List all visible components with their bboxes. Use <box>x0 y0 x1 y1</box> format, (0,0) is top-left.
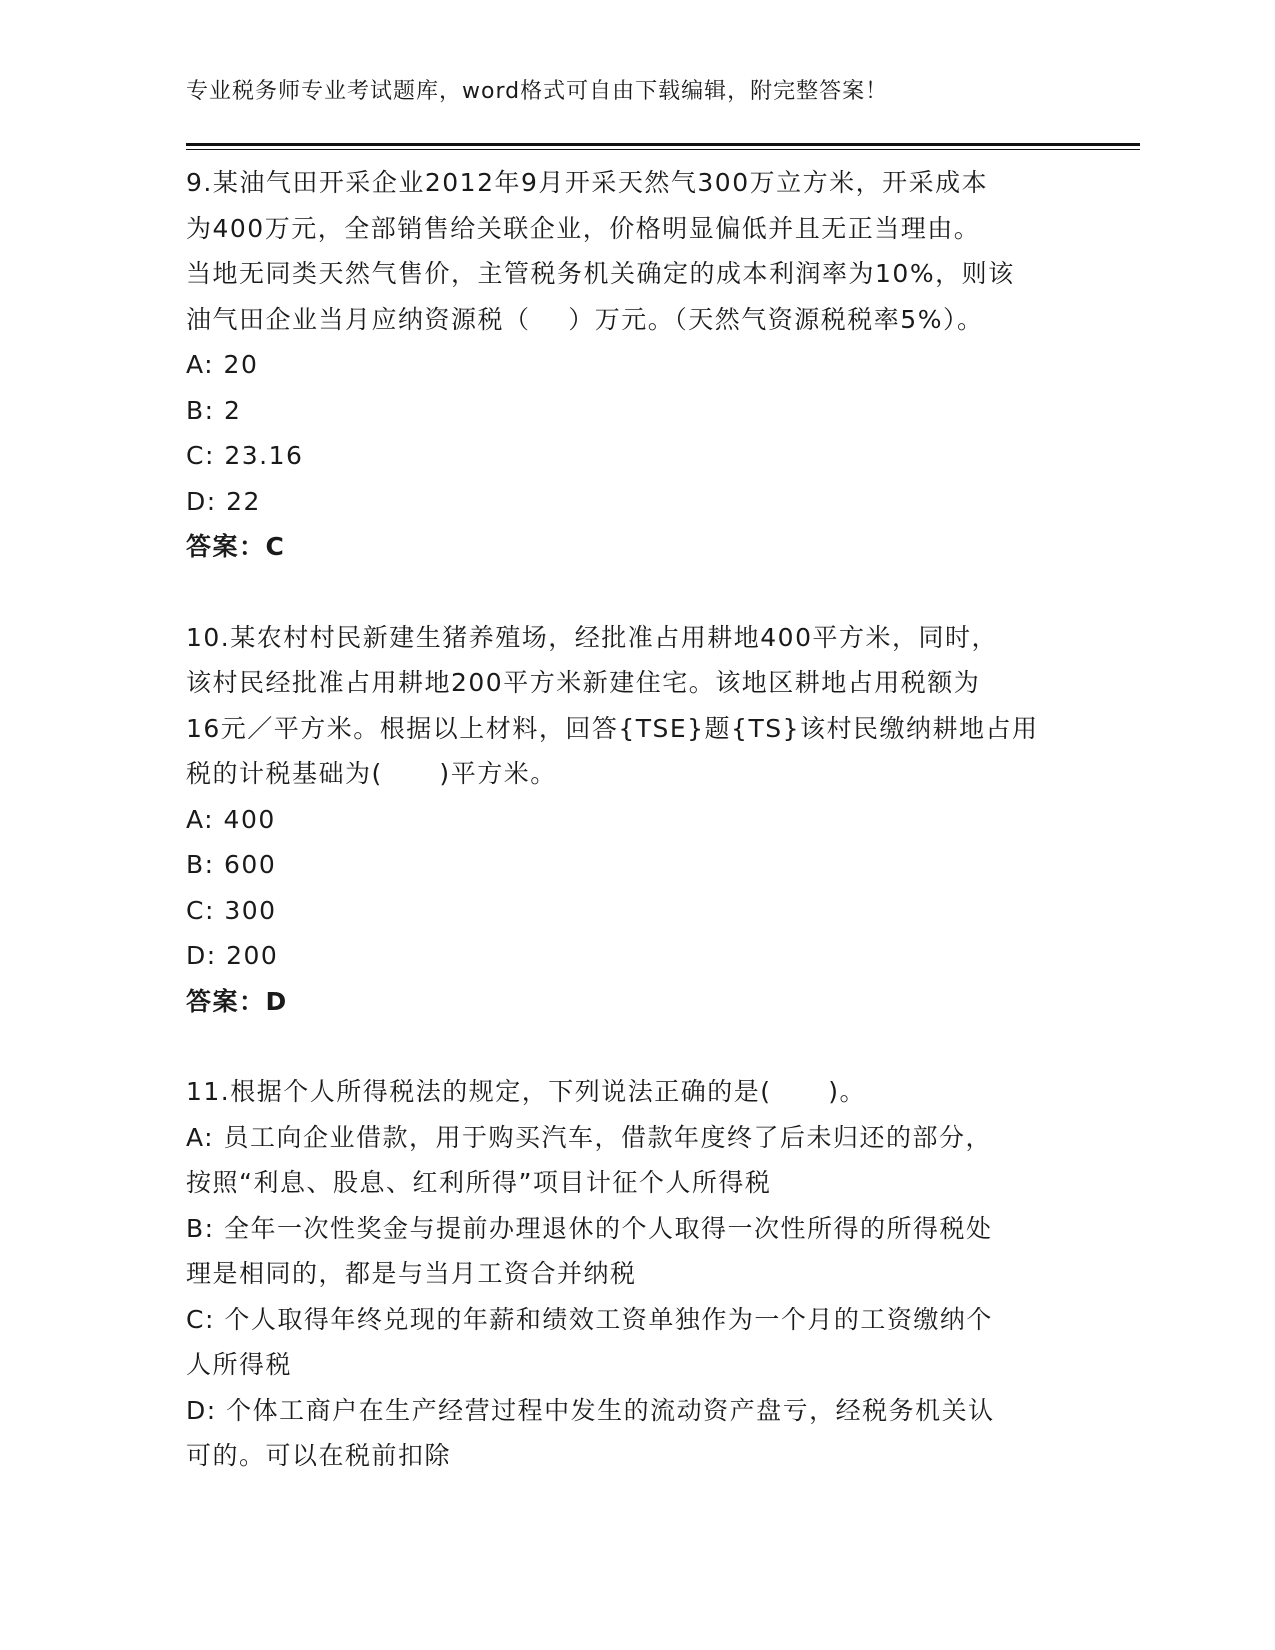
option-d: D: 200 <box>186 941 279 970</box>
spacer <box>186 1024 1086 1069</box>
page-header: 专业税务师专业考试题库，word格式可自由下载编辑，附完整答案！ <box>186 79 889 104</box>
option-a-line: 按照“利息、股息、红利所得”项目计征个人所得税 <box>186 1168 772 1197</box>
option-b-line: 理是相同的，都是与当月工资合并纳税 <box>186 1259 637 1288</box>
question-stem-line: 当地无同类天然气售价，主管税务机关确定的成本利润率为10%，则该 <box>186 259 1015 288</box>
spacer <box>186 570 1086 615</box>
option-b: B: 600 <box>186 850 277 879</box>
option-d-line: 可的。可以在税前扣除 <box>186 1441 452 1470</box>
question-list <box>186 160 1086 1479</box>
question-stem-line: 10.某农村村民新建生猪养殖场，经批准占用耕地400平方米，同时， <box>186 622 998 652</box>
option-a: A: 20 <box>186 350 259 379</box>
question-stem-line: 为400万元，全部销售给关联企业，价格明显偏低并且无正当理由。 <box>186 213 981 243</box>
option-d-line: D: 个体工商户在生产经营过程中发生的流动资产盘亏，经税务机关认 <box>186 1395 995 1425</box>
option-b-line: B: 全年一次性奖金与提前办理退休的个人取得一次性所得的所得税处 <box>186 1213 993 1243</box>
answer-line: 答案：C <box>186 532 286 561</box>
option-c: C: 23.16 <box>186 441 304 470</box>
question-stem-line: 9.某油气田开采企业2012年9月开采天然气300万立方米，开采成本 <box>186 168 989 197</box>
question-11 <box>186 1069 1086 1479</box>
option-a: A: 400 <box>186 804 276 834</box>
option-a-line: A: 员工向企业借款，用于购买汽车，借款年度终了后未归还的部分， <box>186 1122 993 1152</box>
question-stem-line: 税的计税基础为( )平方米。 <box>186 759 557 788</box>
question-9 <box>186 160 1086 570</box>
option-c-line: 人所得税 <box>186 1350 293 1379</box>
header-rule-thick <box>186 143 1140 146</box>
question-10 <box>186 615 1086 1025</box>
question-stem-line: 油气田企业当月应纳资源税（ ）万元。（天然气资源税税率5%）。 <box>186 304 984 334</box>
option-d: D: 22 <box>186 486 261 516</box>
answer-line: 答案：D <box>186 986 288 1016</box>
option-c-line: C: 个人取得年终兑现的年薪和绩效工资单独作为一个月的工资缴纳个 <box>186 1304 993 1334</box>
option-b: B: 2 <box>186 395 242 425</box>
question-stem-line: 该村民经批准占用耕地200平方米新建住宅。该地区耕地占用税额为 <box>186 668 981 697</box>
question-stem-line: 11.根据个人所得税法的规定，下列说法正确的是( )。 <box>186 1077 866 1106</box>
option-c: C: 300 <box>186 895 277 925</box>
header-rule-thin <box>186 149 1140 150</box>
question-stem-line: 16元／平方米。根据以上材料，回答{TSE}题{TS}该村民缴纳耕地占用 <box>186 713 1039 743</box>
